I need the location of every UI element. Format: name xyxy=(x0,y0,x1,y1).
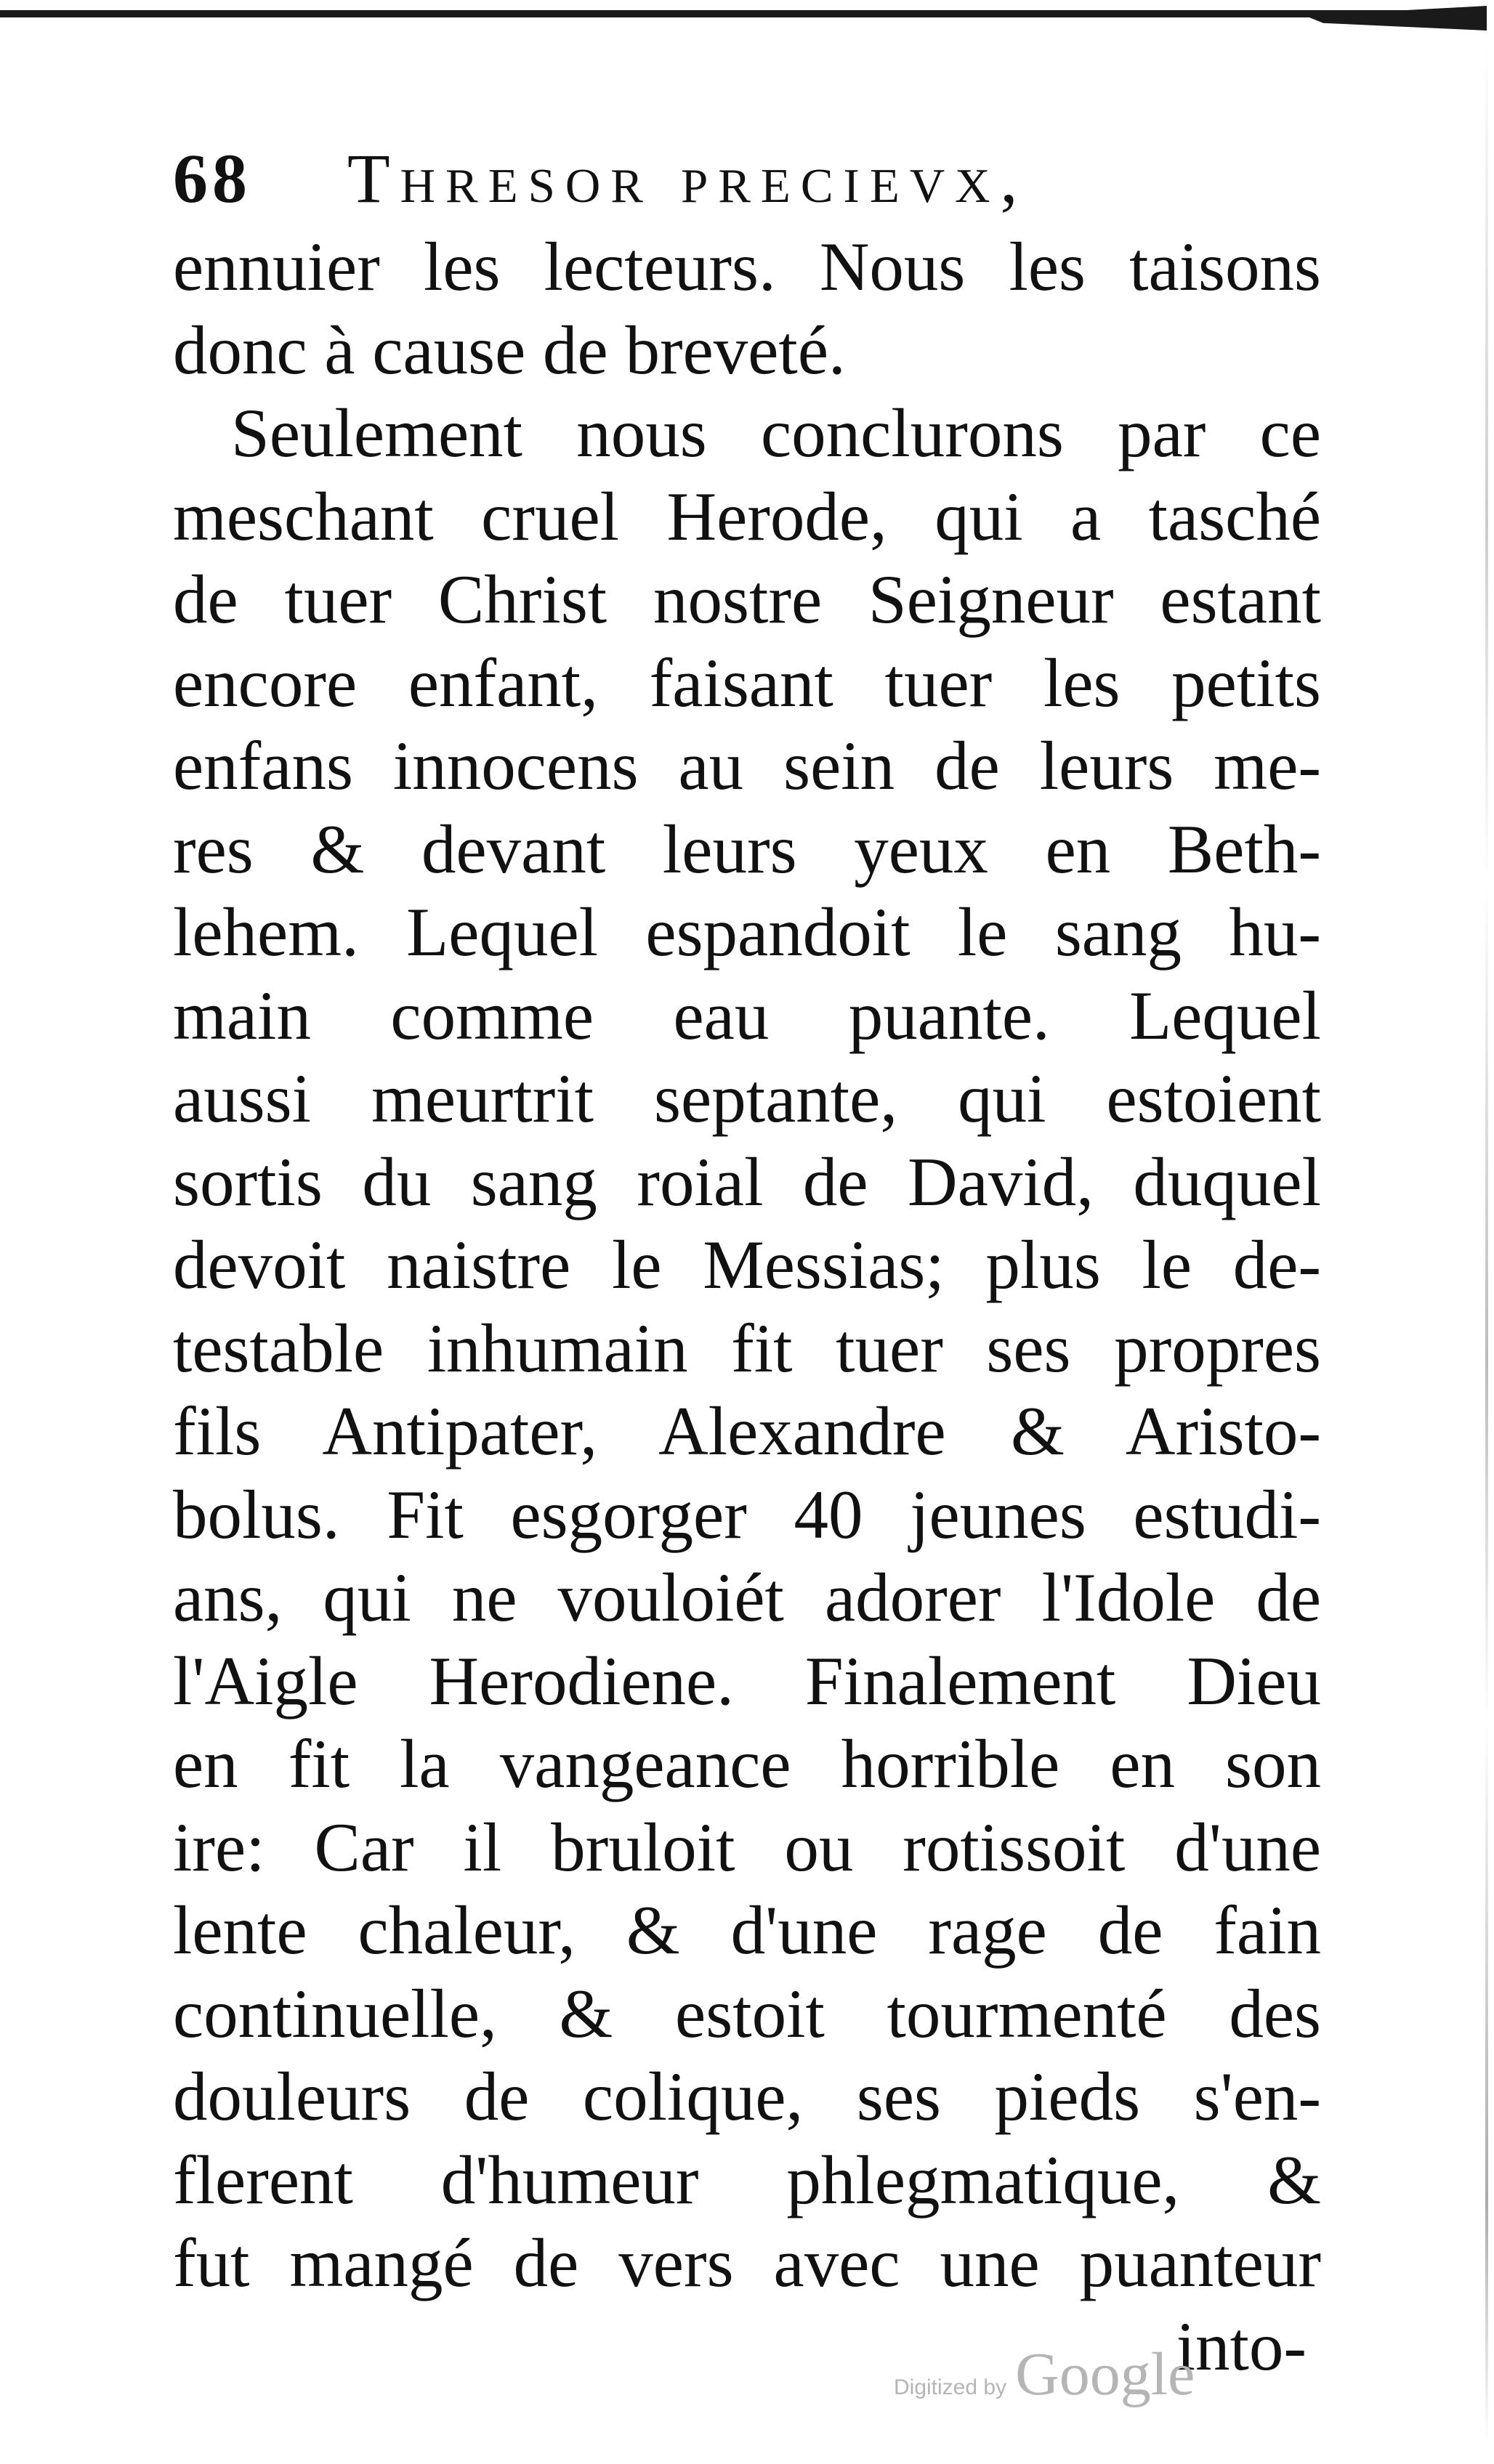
text-line: ennuier les lecteurs. Nous les taisons xyxy=(173,228,1321,305)
text-line: meschant cruel Herode, qui a tasché xyxy=(173,477,1321,555)
running-title: Thresor precievx, xyxy=(347,139,1028,217)
text-line: enfans innocens au sein de leurs me- xyxy=(173,727,1321,804)
text-line: ans, qui ne vouloiét adorer l'Idole de xyxy=(173,1559,1321,1636)
text-line: encore enfant, faisant tuer les petits xyxy=(173,644,1321,721)
text-line: donc à cause de breveté. xyxy=(173,311,846,389)
text-line: Seulement nous conclurons par ce xyxy=(231,394,1321,471)
page-number: 68 xyxy=(173,139,251,217)
text-line: sortis du sang roial de David, duquel xyxy=(173,1143,1321,1220)
google-logo: Google xyxy=(1015,2341,1195,2408)
text-line: l'Aigle Herodiene. Finalement Dieu xyxy=(173,1642,1321,1719)
text-line: lente chaleur, & d'une rage de fain xyxy=(173,1892,1321,1969)
text-line: en fit la vangeance horrible en son xyxy=(173,1725,1321,1802)
running-head xyxy=(173,138,1321,225)
text-line: continuelle, & estoit tourmenté des xyxy=(173,1974,1321,2052)
text-line: de tuer Christ nostre Seigneur estant xyxy=(173,561,1321,638)
text-line: aussi meurtrit septante, qui estoient xyxy=(173,1060,1321,1137)
text-line: ire: Car il bruloit ou rotissoit d'une xyxy=(173,1808,1321,1886)
text-line: testable inhumain fit tuer ses propres xyxy=(173,1309,1321,1387)
text-line: res & devant leurs yeux en Beth- xyxy=(173,810,1321,888)
catchword: into- xyxy=(1176,2307,1307,2385)
watermark-prefix: Digitized by xyxy=(894,2375,1007,2399)
text-line: fut mangé de vers avec une puanteur xyxy=(173,2224,1321,2301)
digitized-watermark xyxy=(894,2339,1195,2410)
text-line: flerent d'humeur phlegmatique, & xyxy=(173,2141,1321,2218)
text-line: bolus. Fit esgorger 40 jeunes estudi- xyxy=(173,1475,1321,1553)
right-page-edge xyxy=(1485,44,1488,2441)
text-line: lehem. Lequel espandoit le sang hu- xyxy=(173,893,1321,970)
top-page-rule xyxy=(0,10,1482,17)
text-line: devoit naistre le Messias; plus le de- xyxy=(173,1226,1321,1303)
text-line: douleurs de colique, ses pieds s'en- xyxy=(173,2058,1321,2135)
text-line: fils Antipater, Alexandre & Aristo- xyxy=(173,1393,1321,1470)
text-line: main comme eau puante. Lequel xyxy=(173,976,1321,1054)
book-page xyxy=(173,138,1321,2388)
